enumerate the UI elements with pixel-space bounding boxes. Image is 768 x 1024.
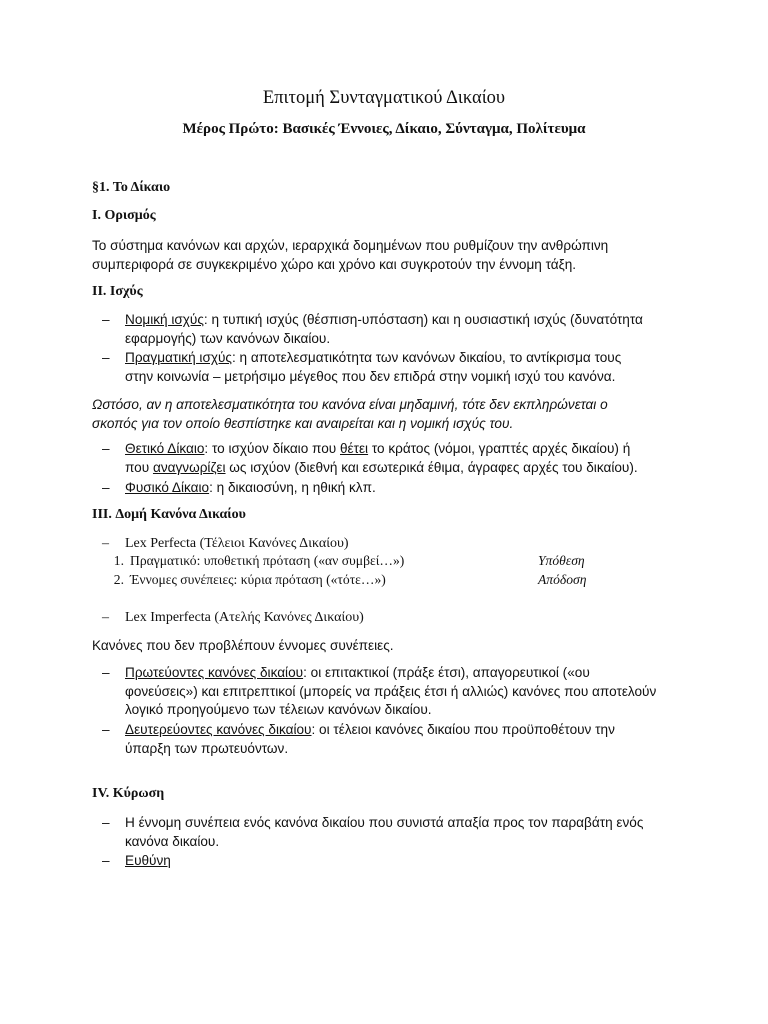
list-item-text: κανόνα δικαίου. (125, 833, 220, 849)
list-item-text: στην κοινωνία – μετρήσιμο μέγεθος που δεν επιδρά στην νομική ισχύ του κανόνα. (125, 368, 616, 384)
item-text: Πραγματικό: υποθετική πρόταση («αν συμβεί…») (130, 553, 405, 568)
list-item-text: φονεύσεις») και επιτρεπτικοί (μπορείς να πράξεις έτσι ή αλλιώς) κανόνες που αποτελούν (125, 683, 657, 699)
dash-bullet: – (102, 610, 109, 625)
term: Πραγματική ισχύς (125, 350, 232, 365)
dash-bullet: – (102, 350, 110, 365)
term: Θετικό Δίκαιο (125, 441, 205, 456)
list-item-text: το κράτος (νόμοι, γραπτές αρχές δικαίου) ή (368, 441, 631, 456)
dash-bullet: – (102, 480, 110, 495)
term: Νομική ισχύς (125, 312, 204, 327)
list-item-text: ως ισχύον (διεθνή και εσωτερικά έθιμα, άγραφες αρχές του δικαίου). (225, 459, 638, 475)
term: θέτει (340, 441, 369, 456)
dash-bullet: – (102, 312, 110, 327)
subsection-heading-structure: III. Δομή Κανόνα Δικαίου (92, 507, 246, 522)
list-item-text: ύπαρξη των πρωτευόντων. (125, 740, 289, 756)
item-text: Έννομες συνέπειες: κύρια πρόταση («τότε…») (130, 572, 386, 587)
dash-bullet: – (102, 853, 110, 868)
list-item-text: εφαρμογής) των κανόνων δικαίου. (125, 330, 331, 346)
list-item-text: : η αποτελεσματικότητα των κανόνων δικαίου, το αντίκρισμα τους (231, 350, 622, 365)
term: Πρωτεύοντες κανόνες δικαίου (125, 665, 304, 680)
item-number: 1. (113, 553, 124, 568)
list-item-text: : το ισχύον δίκαιο που (204, 441, 340, 456)
list-item-text: : οι επιτακτικοί (πράξε έτσι), απαγορευτικοί («ου (303, 665, 590, 680)
list-item-text: Η έννομη συνέπεια ενός κανόνα δικαίου που συνιστά απαξία προς τον παραβάτη ενός (125, 815, 644, 830)
list-item-text: : η τυπική ισχύς (θέσπιση-υπόσταση) και η ουσιαστική ισχύς (δυνατότητα (203, 312, 643, 327)
subsection-heading-validity: II. Ισχύς (92, 284, 143, 299)
dash-bullet: – (102, 441, 110, 456)
item-number: 2. (113, 572, 124, 587)
imperfecta-note (92, 636, 682, 655)
definition-paragraph (92, 236, 682, 274)
document-subtitle: Μέρος Πρώτο: Βασικές Έννοιες, Δίκαιο, Σύνταγμα, Πολίτευμα (182, 121, 586, 137)
dash-bullet: – (102, 815, 110, 830)
dash-bullet: – (102, 536, 109, 551)
item-label: Απόδοση (538, 572, 587, 587)
term: αναγνωρίζει (152, 459, 226, 475)
list-item-text: Lex Imperfecta (Ατελής Κανόνες Δικαίου) (125, 610, 364, 625)
list-item-text: : η δικαιοσύνη, η ηθική κλπ. (209, 480, 376, 495)
paragraph-line: Ωστόσο, αν η αποτελεσματικότητα του κανόνα είναι μηδαμινή, τότε δεν εκπληρώνεται ο (92, 397, 608, 412)
note-paragraph (92, 395, 682, 433)
paragraph-line: Το σύστημα κανόνων και αρχών, ιεραρχικά δομημένων που ρυθμίζουν την ανθρώπινη (92, 238, 609, 253)
item-label: Υπόθεση (538, 553, 585, 568)
paragraph-line: σκοπός για τον οποίο θεσπίστηκε και αναιρείται και η νομική ισχύς του. (92, 416, 514, 431)
list-item-text: λογικό προηγούμενο των τέλειων κανόνων δικαίου. (125, 702, 432, 717)
section-heading: §1. Το Δίκαιο (92, 180, 171, 195)
paragraph-line: συμπεριφορά σε συγκεκριμένο χώρο και χρόνο και συγκροτούν την έννομη τάξη. (92, 257, 577, 272)
subsection-heading-definition: I. Ορισμός (92, 208, 156, 223)
dash-bullet: – (102, 722, 110, 737)
list-item-text: : οι τέλειοι κανόνες δικαίου που προϋποθέτουν την (311, 722, 615, 737)
dash-bullet: – (102, 665, 110, 680)
paragraph-line: Κανόνες που δεν προβλέπουν έννομες συνέπειες. (92, 638, 394, 653)
term: Φυσικό Δίκαιο (125, 480, 210, 495)
list-item-text: Lex Perfecta (Τέλειοι Κανόνες Δικαίου) (125, 536, 349, 551)
list-item-text: που (125, 459, 153, 475)
term: Ευθύνη (125, 853, 171, 868)
subsection-heading-sanction: IV. Κύρωση (92, 786, 165, 801)
document-title: Επιτομή Συνταγματικού Δικαίου (262, 88, 506, 108)
term: Δευτερεύοντες κανόνες δικαίου (125, 722, 312, 737)
